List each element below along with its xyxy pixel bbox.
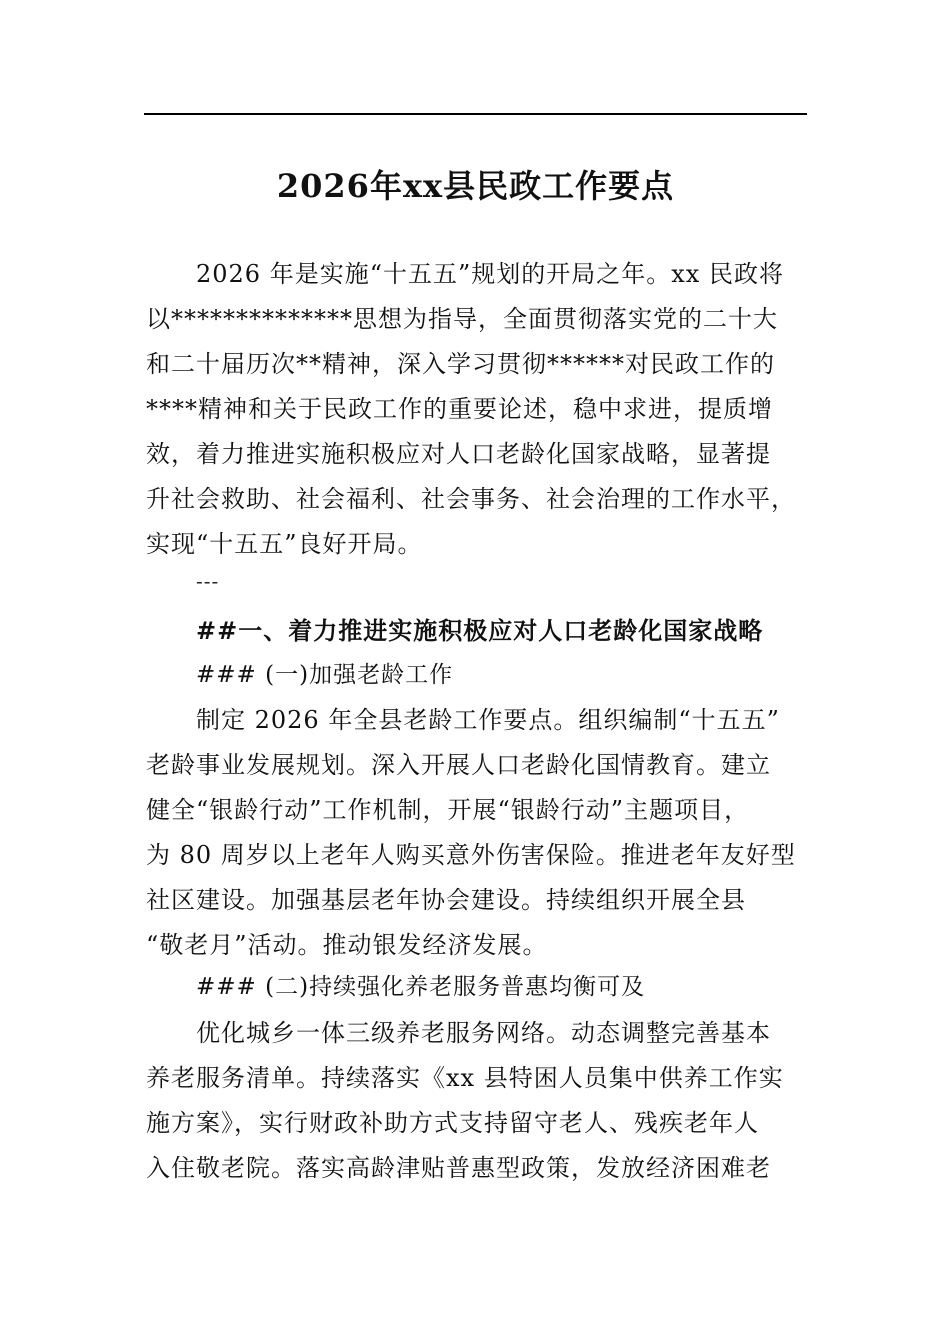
paragraph-line: 制定 2026 年全县老龄工作要点。组织编制“十五五” [196,706,780,734]
paragraph-line: 施方案》，实行财政补助方式支持留守老人、残疾老年人 [146,1109,759,1137]
paragraph-line: 实现“十五五”良好开局。 [146,530,423,558]
subsection-1-paragraph [146,698,806,968]
subsection-heading-2: ### (二)持续强化养老服务普惠均衡可及 [196,974,646,1000]
paragraph-line: “敬老月”活动。推动银发经济发展。 [146,931,548,959]
paragraph-line: 老龄事业发展规划。深入开展人口老龄化国情教育。建立 [146,751,771,779]
paragraph-line: 入住敬老院。落实高龄津贴普惠型政策，发放经济困难老 [146,1154,771,1182]
paragraph-line: ****精神和关于民政工作的重要论述，稳中求进，提质增 [146,395,773,423]
paragraph-line: 以**************思想为指导，全面贯彻落实党的二十大 [146,305,778,333]
separator-marker: --- [196,569,220,593]
subsection-2-paragraph [146,1011,806,1191]
paragraph-line: 社区建设。加强基层老年协会建设。持续组织开展全县 [146,886,746,914]
paragraph-line: 健全“银龄行动”工作机制，开展“银龄行动”主题项目， [146,796,750,824]
paragraph-line: 养老服务清单。持续落实《xx 县特困人员集中供养工作实 [146,1064,784,1092]
paragraph-line: 效，着力推进实施积极应对人口老龄化国家战略，显著提 [146,440,771,468]
paragraph-line: 2026 年是实施“十五五”规划的开局之年。xx 民政将 [196,260,784,288]
paragraph-line: 升社会救助、社会福利、社会事务、社会治理的工作水平， [146,485,796,513]
subsection-heading-1: ### (一)加强老龄工作 [196,662,454,688]
paragraph-line: 和二十届历次**精神，深入学习贯彻******对民政工作的 [146,350,775,378]
paragraph-line: 为 80 周岁以上老年人购买意外伤害保险。推进老年友好型 [146,841,796,869]
header-rule [144,113,807,115]
section-heading-1: ##一、着力推进实施积极应对人口老龄化国家战略 [196,616,764,645]
document-title: 2026年xx县民政工作要点 [276,167,675,205]
intro-paragraph [146,252,806,567]
paragraph-line: 优化城乡一体三级养老服务网络。动态调整完善基本 [196,1019,771,1047]
